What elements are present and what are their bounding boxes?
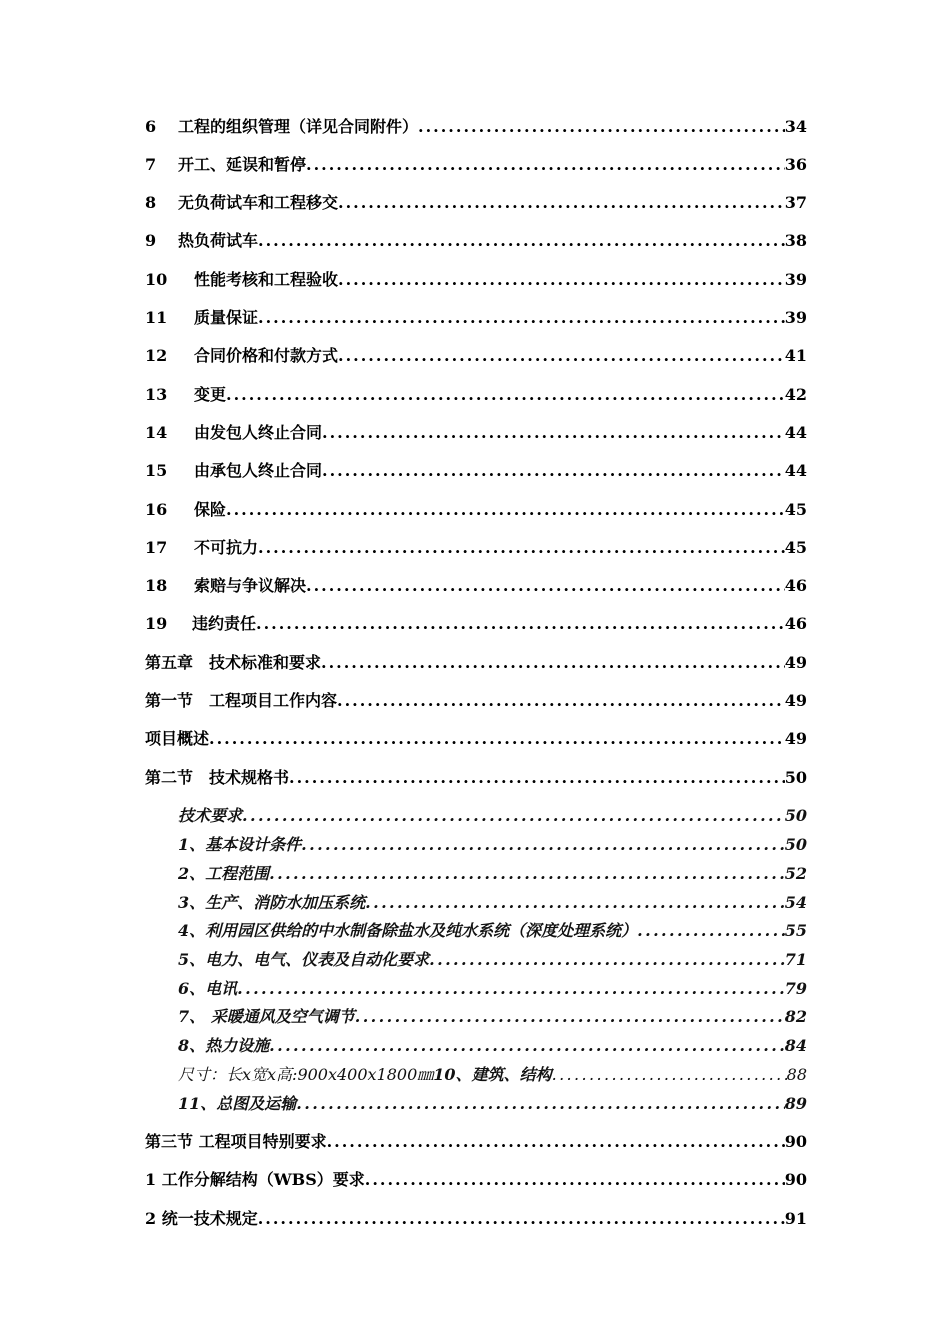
entry-title: 技术要求 [178,806,243,825]
page-number: 84 [784,1036,807,1055]
dot-leader [322,423,785,442]
page-number: 44 [784,423,807,442]
entry-title: 由发包人终止合同 [194,423,323,442]
toc-entry-9[interactable] [145,228,807,251]
entry-title: 违约责任 [192,614,257,633]
page-number: 36 [784,155,807,174]
entry-number: 16 [145,500,168,519]
page-number: 49 [784,653,807,672]
dot-leader [258,308,785,327]
page-number: 90 [784,1132,807,1151]
toc-subentry-2[interactable] [178,861,807,884]
entry-title: 第二节 技术规格书 [145,768,290,787]
dot-leader [429,950,785,969]
dot-leader [637,921,785,940]
entry-title: 性能考核和工程验收 [194,270,339,289]
toc-entry-unified-tech[interactable] [145,1206,807,1229]
toc-subentry-11[interactable] [178,1091,807,1114]
page-number: 88 [786,1065,807,1084]
dot-leader [301,835,785,854]
toc-subentry-6[interactable] [178,976,807,999]
page-number: 37 [784,193,807,212]
toc-entry-15[interactable] [145,458,807,481]
entry-title: 由承包人终止合同 [194,461,323,480]
dot-leader [289,768,785,787]
toc-subentry-tech-requirements[interactable] [178,803,807,826]
entry-title: 第五章 技术标准和要求 [145,653,322,672]
entry-number: 18 [145,576,168,595]
entry-number: 6 [145,117,157,136]
entry-number: 8 [145,193,157,212]
dot-leader [552,1065,787,1084]
entry-title: 热负荷试车 [178,231,259,250]
page-number: 44 [784,461,807,480]
entry-title: 5、电力、电气、仪表及自动化要求 [178,950,430,969]
toc-subentry-7[interactable] [178,1004,807,1027]
page-number: 52 [784,864,807,883]
dot-leader [321,653,785,672]
page-number: 54 [784,893,807,912]
toc-entry-wbs[interactable] [145,1167,807,1190]
dot-leader [327,1132,785,1151]
toc-entry-8[interactable] [145,190,807,213]
toc-entry-18[interactable] [145,573,807,596]
dot-leader [365,893,785,912]
toc-entry-19[interactable] [145,611,807,634]
dot-leader [338,193,785,212]
toc-entry-chapter-5[interactable] [145,650,807,673]
dot-leader [418,117,785,136]
toc-entry-section-2[interactable] [145,765,807,788]
page-number: 42 [784,385,807,404]
page-number: 50 [784,835,807,854]
entry-title: 开工、延误和暂停 [178,155,307,174]
entry-title: 无负荷试车和工程移交 [178,193,339,212]
dot-leader [338,346,785,365]
page-number: 82 [784,1007,807,1026]
dot-leader [296,1094,784,1113]
toc-subentry-4[interactable] [178,918,807,941]
dot-leader [306,576,785,595]
entry-prefix: 尺寸：长x宽x高:900x400x1800㎜ [178,1065,434,1084]
toc-entry-overview[interactable] [145,726,807,749]
dot-leader [269,1036,785,1055]
entry-title: 10、建筑、结构 [433,1065,552,1084]
page-number: 46 [784,614,807,633]
entry-title: 2 统一技术规定 [145,1209,258,1228]
page-number: 49 [784,691,807,710]
page-number: 45 [784,538,807,557]
dot-leader [256,614,785,633]
toc-entry-17[interactable] [145,535,807,558]
page-number: 39 [784,308,807,327]
entry-title: 工程的组织管理（详见合同附件） [178,117,419,136]
toc-subentry-3[interactable] [178,890,807,913]
page-number: 71 [784,950,807,969]
dot-leader [365,1170,785,1189]
entry-title: 质量保证 [194,308,259,327]
dot-leader [258,1209,785,1228]
entry-number: 12 [145,346,168,365]
entry-number: 15 [145,461,168,480]
page-number: 46 [784,576,807,595]
entry-title: 6、电讯 [178,979,238,998]
page-number: 45 [784,500,807,519]
page-number: 89 [784,1094,807,1113]
page-number: 38 [784,231,807,250]
entry-title: 合同价格和付款方式 [194,346,339,365]
page-number: 91 [784,1209,807,1228]
entry-title: 3、生产、消防水加压系统 [178,893,366,912]
entry-title: 4、利用园区供给的中水制备除盐水及纯水系统（深度处理系统） [178,921,638,940]
dot-leader [237,979,785,998]
entry-title: 索赔与争议解决 [194,576,307,595]
page-number: 41 [784,346,807,365]
dot-leader [209,729,785,748]
toc-subentry-10[interactable] [178,1062,807,1085]
toc-subentry-5[interactable] [178,947,807,970]
page-number: 50 [784,806,807,825]
toc-entry-14[interactable] [145,420,807,443]
dot-leader [269,864,785,883]
toc-entry-13[interactable] [145,382,807,405]
entry-number: 14 [145,423,168,442]
toc-entry-12[interactable] [145,343,807,366]
entry-number: 17 [145,538,168,557]
entry-title: 8、热力设施 [178,1036,270,1055]
page-number: 34 [784,117,807,136]
dot-leader [338,270,785,289]
entry-title: 7、 采暖通风及空气调节 [178,1007,355,1026]
entry-title: 变更 [194,385,227,404]
dot-leader [226,500,785,519]
page-number: 50 [784,768,807,787]
entry-title: 1 工作分解结构（WBS）要求 [145,1170,365,1189]
entry-title: 1、基本设计条件 [178,835,302,854]
toc-entry-11[interactable] [145,305,807,328]
dot-leader [306,155,785,174]
entry-title: 第三节 工程项目特别要求 [145,1132,327,1151]
toc-entry-16[interactable] [145,497,807,520]
dot-leader [258,231,785,250]
page-number: 39 [784,270,807,289]
toc-subentry-1[interactable] [178,832,807,855]
toc-entry-6[interactable] [145,114,807,137]
toc-entry-section-3[interactable] [145,1129,807,1152]
toc-entry-section-1[interactable] [145,688,807,711]
dot-leader [242,806,785,825]
entry-title: 不可抗力 [194,538,259,557]
entry-title: 项目概述 [145,729,210,748]
dot-leader [337,691,785,710]
entry-title: 2、工程范围 [178,864,270,883]
entry-title: 保险 [194,500,227,519]
entry-title: 第一节 工程项目工作内容 [145,691,338,710]
entry-title: 11、总图及运输 [178,1094,297,1113]
dot-leader [355,1007,785,1026]
page-number: 79 [784,979,807,998]
page-number: 49 [784,729,807,748]
entry-number: 13 [145,385,168,404]
entry-number: 10 [145,270,168,289]
toc-entry-7[interactable] [145,152,807,175]
page-number: 55 [784,921,807,940]
toc-entry-10[interactable] [145,267,807,290]
page-number: 90 [784,1170,807,1189]
dot-leader [322,461,785,480]
dot-leader [258,538,785,557]
toc-subentry-8[interactable] [178,1033,807,1056]
entry-number: 7 [145,155,157,174]
dot-leader [226,385,785,404]
entry-number: 19 [145,614,168,633]
entry-number: 11 [145,308,168,327]
entry-number: 9 [145,231,157,250]
